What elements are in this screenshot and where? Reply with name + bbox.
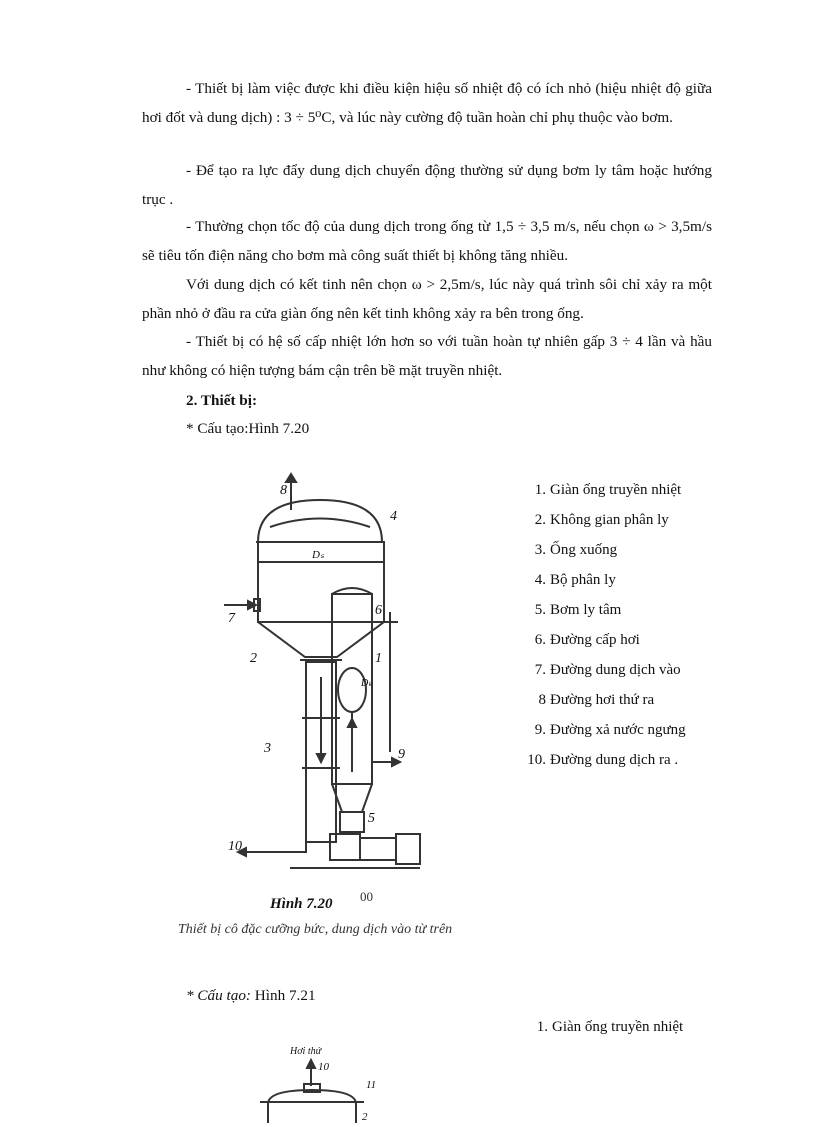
- legend-item: 2. Không gian phân ly: [534, 512, 669, 528]
- legend-item: 8 Đường hơi thứ ra: [538, 692, 655, 708]
- legend-item: 7. Đường dung dịch vào: [534, 662, 681, 678]
- label-5: 5: [368, 811, 375, 826]
- structure2-ref: Hình 7.21: [250, 987, 316, 1004]
- structure-line-1: [186, 420, 309, 438]
- label-10: 10: [318, 1061, 329, 1073]
- structure-line-2: [186, 987, 316, 1005]
- label-9: 9: [398, 747, 405, 762]
- structure-prefix: * Cấu tạo:: [186, 420, 249, 437]
- label-2: 2: [362, 1111, 368, 1123]
- figure-7-20-code: 00: [360, 889, 373, 904]
- label-3: 3: [264, 741, 271, 756]
- figure-7-20-title: Hình 7.20: [270, 896, 333, 912]
- figure-7-21-legend: [522, 1012, 683, 1042]
- paragraph-heat-coefficient: - Thiết bị có hệ số cấp nhiệt lớn hơn so với tuần hoàn tự nhiên gấp 3 ÷ 4 lần và hầu như không có hiện tượng bám cận trên bề mặt truyền nhiệt.: [142, 333, 712, 379]
- legend-item: 4. Bộ phân ly: [534, 572, 616, 588]
- label-10: 10: [228, 839, 242, 854]
- label-dk: Dₖ: [361, 678, 373, 689]
- label-hoi-thu: Hơi thứ: [290, 1046, 322, 1057]
- legend-item: 9. Đường xả nước ngưng: [534, 722, 686, 738]
- legend-item: 6. Đường cấp hơi: [534, 632, 640, 648]
- paragraph-conditions: - Thiết bị làm việc được khi điều kiện hiệu số nhiệt độ có ích nhỏ (hiệu nhiệt độ giữa hơi đốt và dung dịch) : 3 ÷ 5⁰C, và lúc này cường độ tuần hoàn chỉ phụ thuộc vào bơm.: [142, 80, 712, 126]
- legend-item: 3. Ống xuống: [534, 542, 618, 558]
- legend-item: 10. Đường dung dịch ra .: [527, 752, 679, 768]
- figure-7-20-diagram: [220, 472, 430, 892]
- label-4: 4: [390, 509, 397, 524]
- paragraph-crystallization: Với dung dịch có kết tinh nên chọn ω > 2,5m/s, lúc này quá trình sôi chỉ xảy ra một phần nhỏ ở đầu ra cửa giàn ống nên kết tinh không xảy ra bên trong ống.: [142, 276, 712, 322]
- figure-7-20-legend: [520, 475, 686, 775]
- label-dd: Dₛ: [312, 549, 325, 561]
- legend-item: 5. Bơm ly tâm: [534, 602, 622, 618]
- label-1: 1: [375, 651, 382, 666]
- legend-item: 1. Giàn ống truyền nhiệt: [534, 482, 682, 498]
- section-heading: 2. Thiết bị:: [186, 392, 258, 409]
- label-8: 8: [280, 483, 287, 498]
- figure-7-21-diagram: [250, 1040, 390, 1123]
- label-6: 6: [375, 603, 382, 618]
- label-11: 11: [366, 1079, 377, 1091]
- structure-ref: Hình 7.20: [248, 420, 310, 437]
- label-7: 7: [228, 611, 235, 626]
- figure-7-20-caption: Thiết bị cô đặc cưỡng bức, dung dịch vào từ trên: [178, 922, 453, 937]
- legend-item: 1. Giàn ống truyền nhiệt: [536, 1019, 684, 1035]
- structure2-prefix: * Cấu tạo:: [186, 987, 251, 1004]
- label-2: 2: [250, 651, 257, 666]
- paragraph-pump: - Để tạo ra lực đẩy dung dịch chuyển động thường sử dụng bơm ly tâm hoặc hướng trục .: [142, 162, 712, 208]
- paragraph-velocity: - Thường chọn tốc độ của dung dịch trong ống từ 1,5 ÷ 3,5 m/s, nếu chọn ω > 3,5m/s sẽ tiêu tốn điện năng cho bơm mà công suất thiết bị không tăng nhiều.: [142, 218, 712, 264]
